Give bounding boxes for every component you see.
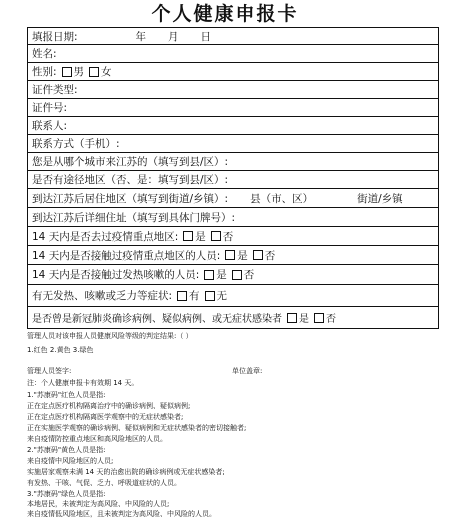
date-label: 填报日期:: [32, 30, 78, 43]
q14-contact-yes-checkbox[interactable]: [225, 250, 235, 260]
risk-color-options: 1.红色 2.黄色 3.绿色: [27, 346, 94, 354]
row-transit: [28, 171, 438, 189]
confirmed-label: 是否曾是新冠肺炎确诊病例、疑似病例、或无症状感染者: [32, 314, 282, 325]
q14-area-yes-label: 是: [195, 230, 206, 243]
red-code-item: 正在定点医疗机构隔离医学观察中的无症状感染者;: [27, 413, 184, 421]
gender-male-checkbox[interactable]: [62, 67, 72, 77]
q14-fever-no-label: 否: [243, 269, 255, 281]
green-code-item: 本地居民，未被判定为高风险、中风险的人员;: [27, 500, 170, 508]
symptoms-yes-checkbox[interactable]: [177, 291, 187, 301]
row-gender: [28, 63, 438, 81]
symptoms-label: 有无发热、咳嗽或乏力等症状:: [32, 290, 173, 302]
red-code-item: 正在实施医学观察的确诊病例、疑似病例和无症状感染者的密切接触者;: [27, 424, 247, 432]
q14-fever-no-checkbox[interactable]: [232, 270, 242, 280]
row-symptoms: [28, 285, 438, 307]
q14-area-yes-checkbox[interactable]: [183, 231, 193, 241]
id-type-label: 证件类型:: [32, 84, 78, 96]
row-name: [28, 45, 438, 63]
green-code-item: 来自疫情低风险地区，且未被判定为高风险、中风险的人员。: [27, 510, 216, 518]
gender-label: 性别:: [32, 66, 57, 78]
row-contact-phone: [28, 135, 438, 153]
address-street: 街道/乡镇: [357, 192, 403, 205]
q14-area-no-checkbox[interactable]: [211, 231, 221, 241]
q14-contact-yes-label: 是: [237, 249, 248, 262]
symptoms-yes-label: 有: [189, 290, 200, 302]
symptoms-no-checkbox[interactable]: [205, 291, 215, 301]
q14-fever-yes-label: 是: [216, 269, 227, 281]
q14-contact-no-checkbox[interactable]: [253, 250, 263, 260]
q14-area-no-label: 否: [222, 230, 234, 243]
row-from-city: [28, 153, 438, 171]
date-year: 年: [135, 30, 147, 43]
row-q14-fever: [28, 265, 438, 285]
row-address-detail: [28, 208, 438, 227]
id-number-label: 证件号:: [32, 102, 68, 114]
confirmed-yes-checkbox[interactable]: [287, 313, 297, 323]
stamp-label: 单位盖章:: [232, 367, 263, 375]
gender-male-label: 男: [73, 66, 85, 78]
gender-female-checkbox[interactable]: [89, 67, 99, 77]
confirmed-yes-label: 是: [299, 314, 309, 325]
row-id-type: [28, 81, 438, 99]
transit-label: 是否有途径地区（否、是：填写到县/区）:: [32, 174, 229, 186]
health-declaration-form: [27, 27, 439, 329]
gender-female-label: 女: [101, 66, 112, 78]
risk-level-note: 管理人员对该申报人员健康风险等级的判定结果:（ ）: [27, 332, 193, 340]
row-q14-contact: [28, 246, 438, 265]
yellow-code-item: 来自疫情中风险地区的人员;: [27, 457, 114, 465]
row-date: [28, 28, 438, 45]
address-county: 县（市、区）: [250, 192, 314, 205]
confirmed-no-label: 否: [326, 314, 336, 325]
red-code-item: 正在定点医疗机构隔离治疗中的确诊病例、疑似病例;: [27, 402, 191, 410]
row-address: [28, 189, 438, 208]
yellow-code-item: 有发热、干咳、气促、乏力、呼吸道症状的人员。: [27, 479, 181, 487]
red-code-item: 来自疫情防控重点地区和高风险地区的人员。: [27, 435, 167, 443]
yellow-code-item: 实施居家观察未满 14 天的治愈出院的确诊病例或无症状感染者;: [27, 468, 225, 476]
row-id-number: [28, 99, 438, 117]
address-label: 到达江苏后居住地区（填写到街道/乡镇）:: [32, 192, 229, 205]
date-day: 日: [200, 30, 212, 43]
green-code-title: 3."苏康码"绿色人员是指:: [27, 490, 106, 498]
row-contact: [28, 117, 438, 135]
confirmed-no-checkbox[interactable]: [314, 313, 324, 323]
page-title: 个人健康申报卡: [151, 3, 299, 25]
contact-label: 联系人:: [32, 120, 68, 132]
date-month: 月: [168, 30, 179, 43]
address-detail-label: 到达江苏后详细住址（填写到具体门牌号）:: [32, 211, 236, 224]
yellow-code-title: 2."苏康码"黄色人员是指:: [27, 446, 106, 454]
q14-contact-label: 14 天内是否接触过疫情重点地区的人员:: [32, 249, 221, 262]
q14-fever-label: 14 天内是否接触过发热咳嗽的人员:: [32, 269, 200, 281]
name-label: 姓名:: [32, 48, 57, 60]
signature-label: 管理人员签字:: [27, 367, 72, 375]
contact-phone-label: 联系方式（手机）:: [32, 138, 120, 150]
symptoms-no-label: 无: [216, 290, 228, 302]
validity-note: 注：个人健康申报卡有效期 14 天。: [27, 379, 139, 387]
row-q14-area: [28, 227, 438, 246]
signature-line: [27, 366, 442, 377]
red-code-title: 1."苏康码"红色人员是指:: [27, 391, 106, 399]
from-city-label: 您是从哪个城市来江苏的（填写到县/区）:: [32, 156, 229, 168]
q14-fever-yes-checkbox[interactable]: [204, 270, 214, 280]
q14-contact-no-label: 否: [264, 249, 276, 262]
row-confirmed: [28, 307, 438, 328]
q14-area-label: 14 天内是否去过疫情重点地区:: [32, 230, 179, 243]
